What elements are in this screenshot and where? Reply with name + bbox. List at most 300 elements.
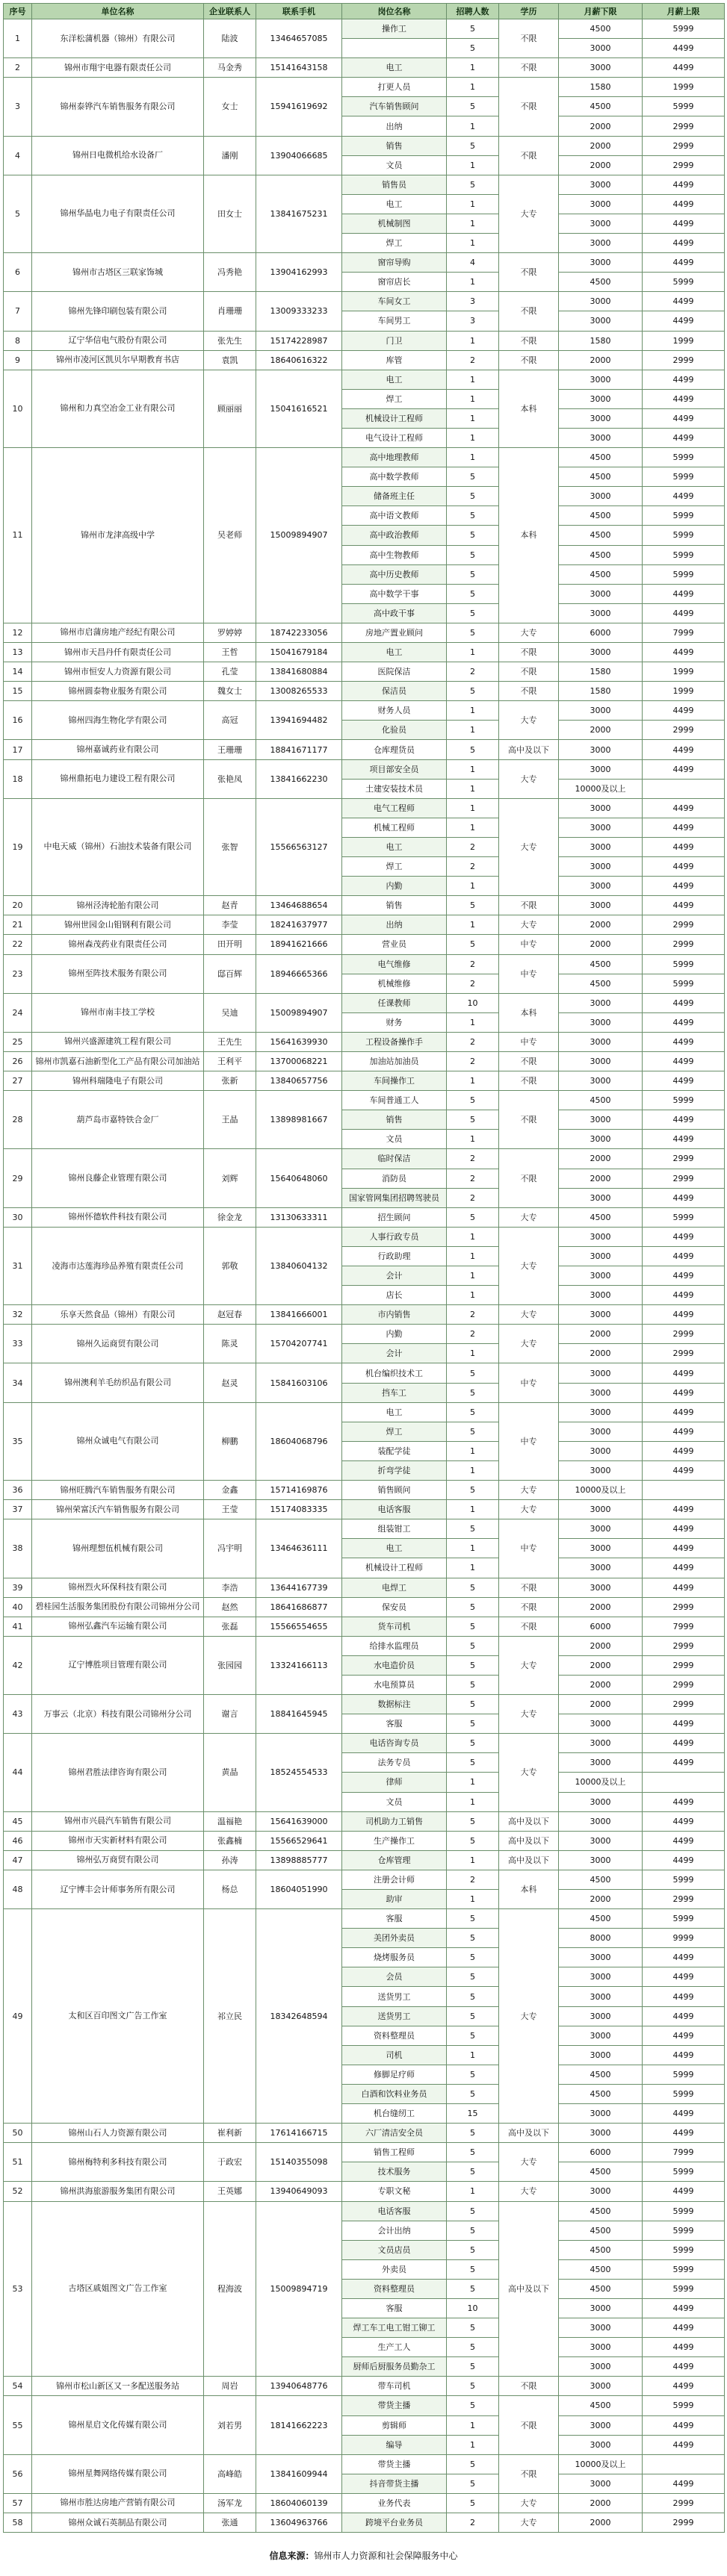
cell-position: 带车司机: [342, 2377, 447, 2396]
cell-salary-max: 4499: [643, 798, 725, 818]
cell-count: 5: [447, 1481, 499, 1500]
cell-salary-min: 2000: [559, 350, 643, 370]
cell-position: 装配学徒: [342, 1441, 447, 1460]
cell-phone: 13904162993: [256, 253, 342, 292]
cell-contact: 陈灵: [204, 1325, 256, 1363]
cell-contact: 赵然: [204, 1597, 256, 1617]
cell-company: 东洋松蒲机器（锦州）有限公司: [32, 19, 204, 58]
cell-salary-max: 4499: [643, 603, 725, 623]
cell-salary-max: 4499: [643, 2474, 725, 2493]
cell-contact: 张通: [204, 2513, 256, 2533]
cell-position: 高中历史教师: [342, 564, 447, 584]
cell-count: 1: [447, 1558, 499, 1578]
cell-salary-min: 2000: [559, 1325, 643, 1344]
cell-salary-max: 4499: [643, 1246, 725, 1266]
cell-phone: 18604068796: [256, 1402, 342, 1480]
cell-contact: 于政宏: [204, 2143, 256, 2182]
cell-count: 1: [447, 155, 499, 175]
footer-source: 锦州市人力资源和社会保障服务中心: [314, 2551, 458, 2561]
cell-salary-min: 4500: [559, 2065, 643, 2084]
cell-company: 锦州旺腾汽车销售服务有限公司: [32, 1481, 204, 1500]
table-row: [4, 643, 725, 662]
cell-position: 焊工: [342, 1422, 447, 1441]
cell-salary-min: 3000: [559, 389, 643, 408]
cell-count: 2: [447, 1325, 499, 1344]
cell-salary-min: 3000: [559, 2026, 643, 2045]
cell-position: 高中政治教师: [342, 526, 447, 545]
cell-salary-min: 3000: [559, 1500, 643, 1519]
cell-phone: 18241637977: [256, 915, 342, 935]
cell-position: 组装钳工: [342, 1519, 447, 1539]
table-row: [4, 896, 725, 915]
recruitment-table: [3, 3, 725, 2533]
cell-phone: 15041616521: [256, 370, 342, 447]
cell-count: 10: [447, 2298, 499, 2318]
cell-salary-max: 5999: [643, 2201, 725, 2221]
cell-education: 中专: [499, 1402, 559, 1480]
cell-company: 锦州科瑞隆电子有限公司: [32, 1071, 204, 1091]
cell-salary-max: 1999: [643, 78, 725, 97]
cell-salary-min: 3000: [559, 1831, 643, 1850]
cell-education: 不限: [499, 1071, 559, 1091]
cell-company: 锦州和力真空冶金工业有限公司: [32, 370, 204, 447]
cell-salary-max: 2999: [643, 155, 725, 175]
table-row: [4, 1617, 725, 1636]
cell-count: 5: [447, 1714, 499, 1734]
cell-position: 会计出纳: [342, 2221, 447, 2240]
cell-salary-min: 4500: [559, 526, 643, 545]
cell-seq: 26: [4, 1051, 32, 1071]
cell-salary-max: 5999: [643, 19, 725, 39]
cell-count: 5: [447, 1695, 499, 1714]
cell-phone: 13464636111: [256, 1519, 342, 1578]
cell-count: 1: [447, 1792, 499, 1811]
cell-salary-max: 4499: [643, 896, 725, 915]
cell-education: 不限: [499, 1051, 559, 1071]
cell-education: 高中及以下: [499, 1850, 559, 1870]
cell-company: 锦州嘉诚药业有限公司: [32, 740, 204, 759]
table-row: [4, 2377, 725, 2396]
cell-count: 1: [447, 234, 499, 253]
cell-position: 跨境平台业务员: [342, 2513, 447, 2533]
cell-salary-min: 3000: [559, 370, 643, 389]
cell-contact: 崔利新: [204, 2124, 256, 2143]
cell-company: 锦州星启文化传媒有限公司: [32, 2396, 204, 2454]
cell-education: 中专: [499, 1519, 559, 1578]
cell-position: 水电预算员: [342, 1675, 447, 1694]
cell-count: 1: [447, 1071, 499, 1091]
cell-salary-min: 3000: [559, 194, 643, 214]
cell-position: 汽车销售顾问: [342, 97, 447, 116]
cell-salary-min: 3000: [559, 1948, 643, 1967]
cell-salary-min: 4500: [559, 564, 643, 584]
cell-seq: 38: [4, 1519, 32, 1578]
cell-count: 2: [447, 662, 499, 682]
cell-count: 5: [447, 1110, 499, 1130]
header-position: 岗位名称: [342, 4, 447, 19]
cell-phone: 18640616322: [256, 350, 342, 370]
cell-salary-min: 3000: [559, 1578, 643, 1597]
cell-salary-max: 2999: [643, 2493, 725, 2513]
cell-salary-max: 5999: [643, 974, 725, 993]
cell-contact: 邸百辉: [204, 954, 256, 993]
table-row: [4, 1091, 725, 1110]
header-count: 招聘人数: [447, 4, 499, 19]
cell-count: 5: [447, 1383, 499, 1402]
cell-company: 锦州星舞网络传媒有限公司: [32, 2454, 204, 2493]
footer-label: 信息来源：: [269, 2551, 315, 2561]
cell-education: 大专: [499, 623, 559, 642]
cell-position: 加油站加油员: [342, 1051, 447, 1071]
cell-education: 不限: [499, 350, 559, 370]
cell-position: 出纳: [342, 915, 447, 935]
cell-salary-max: 5999: [643, 526, 725, 545]
cell-position: 高中生物教师: [342, 545, 447, 564]
cell-salary-max: 4499: [643, 837, 725, 856]
cell-count: 5: [447, 2279, 499, 2298]
cell-phone: 13898885777: [256, 1850, 342, 1870]
cell-education: 高中及以下: [499, 2124, 559, 2143]
cell-position: 电气设计工程师: [342, 428, 447, 447]
cell-position: 销售工程师: [342, 2143, 447, 2162]
cell-count: 1: [447, 1286, 499, 1305]
cell-count: 5: [447, 2201, 499, 2221]
cell-company: 锦州山石人力资源有限公司: [32, 2124, 204, 2143]
cell-position: 水电造价员: [342, 1655, 447, 1675]
cell-count: 5: [447, 2124, 499, 2143]
cell-salary-max: 4499: [643, 759, 725, 779]
table-row: [4, 292, 725, 311]
cell-company: 锦州市启蒲房地产经纪有限公司: [32, 623, 204, 642]
cell-count: 1: [447, 428, 499, 447]
cell-phone: 15714169876: [256, 1481, 342, 1500]
cell-salary-min: 3000: [559, 2045, 643, 2065]
cell-salary-max: 4499: [643, 2182, 725, 2201]
cell-salary-max: 1999: [643, 662, 725, 682]
cell-education: 大专: [499, 798, 559, 895]
cell-salary-max: 5999: [643, 273, 725, 292]
cell-salary-max: 4499: [643, 1305, 725, 1325]
cell-salary-min: 3000: [559, 701, 643, 721]
cell-position: 专职文秘: [342, 2182, 447, 2201]
cell-phone: 13841662230: [256, 759, 342, 798]
cell-education: 中专: [499, 954, 559, 993]
cell-contact: 田女士: [204, 175, 256, 252]
cell-position: 保洁员: [342, 682, 447, 701]
cell-salary-max: 4499: [643, 311, 725, 331]
cell-position: 电气工程师: [342, 798, 447, 818]
cell-position: 电话客服: [342, 1500, 447, 1519]
cell-contact: 赵灵: [204, 1363, 256, 1402]
cell-education: 大专: [499, 2143, 559, 2182]
cell-salary-max: 4499: [643, 2377, 725, 2396]
cell-salary-min: 10000及以上: [559, 2454, 643, 2474]
cell-count: 1: [447, 389, 499, 408]
cell-count: 1: [447, 1890, 499, 1909]
cell-phone: 18604060139: [256, 2493, 342, 2513]
cell-count: 2: [447, 1051, 499, 1071]
cell-position: 市内销售: [342, 1305, 447, 1325]
cell-count: 5: [447, 2084, 499, 2103]
cell-company: 锦州四海生物化学有限公司: [32, 701, 204, 740]
cell-salary-max: 5999: [643, 1091, 725, 1110]
cell-contact: 柳鹏: [204, 1402, 256, 1480]
cell-count: 1: [447, 779, 499, 798]
cell-salary-min: 4500: [559, 2279, 643, 2298]
cell-salary-max: 4499: [643, 1012, 725, 1032]
table-row: [4, 1149, 725, 1169]
cell-count: 1: [447, 1227, 499, 1246]
cell-count: 1: [447, 1266, 499, 1286]
cell-position: 任课教师: [342, 993, 447, 1012]
cell-contact: 孔莹: [204, 662, 256, 682]
cell-seq: 10: [4, 370, 32, 447]
cell-salary-min: 3000: [559, 1051, 643, 1071]
cell-phone: 13940648776: [256, 2377, 342, 2396]
cell-contact: 王英娜: [204, 2182, 256, 2201]
cell-count: 2: [447, 1870, 499, 1889]
cell-phone: 15141643158: [256, 58, 342, 78]
cell-count: 5: [447, 487, 499, 506]
cell-education: 大专: [499, 1695, 559, 1734]
cell-salary-max: 1999: [643, 682, 725, 701]
cell-salary-max: 4499: [643, 370, 725, 389]
cell-position: 司机助力工销售: [342, 1811, 447, 1831]
cell-contact: 郭敬: [204, 1227, 256, 1304]
cell-salary-max: 4499: [643, 2318, 725, 2338]
cell-salary-min: 3000: [559, 1305, 643, 1325]
cell-count: 2: [447, 1149, 499, 1169]
cell-salary-max: 4499: [643, 1811, 725, 1831]
cell-position: 消防员: [342, 1169, 447, 1188]
cell-salary-max: 4499: [643, 818, 725, 837]
cell-education: 大专: [499, 1734, 559, 1811]
cell-position: 外卖员: [342, 2259, 447, 2279]
cell-position: 电气维修: [342, 954, 447, 974]
cell-count: 5: [447, 1091, 499, 1110]
cell-phone: 15009894907: [256, 993, 342, 1032]
cell-seq: 33: [4, 1325, 32, 1363]
cell-position: 焊工: [342, 389, 447, 408]
cell-position: 送货男工: [342, 1987, 447, 2006]
cell-count: 5: [447, 526, 499, 545]
cell-salary-min: 3000: [559, 877, 643, 896]
cell-company: 古塔区戚姐图文广告工作室: [32, 2201, 204, 2377]
cell-salary-min: 2000: [559, 1890, 643, 1909]
cell-seq: 44: [4, 1734, 32, 1811]
cell-position: 机械维修: [342, 974, 447, 993]
cell-position: 注册会计师: [342, 1870, 447, 1889]
cell-education: 中专: [499, 935, 559, 954]
cell-salary-min: 3000: [559, 1402, 643, 1422]
cell-count: 5: [447, 2493, 499, 2513]
cell-contact: 高冠: [204, 701, 256, 740]
cell-salary-min: 3000: [559, 1753, 643, 1773]
table-row: [4, 1597, 725, 1617]
cell-phone: 15566554655: [256, 1617, 342, 1636]
cell-count: 5: [447, 1597, 499, 1617]
cell-salary-min: 2000: [559, 1149, 643, 1169]
cell-count: 1: [447, 818, 499, 837]
cell-salary-max: 5999: [643, 467, 725, 487]
cell-salary-max: 4499: [643, 857, 725, 877]
cell-contact: 张先生: [204, 331, 256, 350]
cell-salary-max: 4499: [643, 253, 725, 273]
cell-count: 1: [447, 194, 499, 214]
cell-seq: 58: [4, 2513, 32, 2533]
cell-salary-max: 2999: [643, 116, 725, 136]
cell-company: 辽宁华信电气股份有限公司: [32, 331, 204, 350]
cell-salary-max: 4499: [643, 39, 725, 58]
cell-salary-min: 3000: [559, 234, 643, 253]
cell-position: 车间男工: [342, 311, 447, 331]
cell-contact: 顾丽丽: [204, 370, 256, 447]
cell-count: 1: [447, 1130, 499, 1149]
cell-phone: 13840604132: [256, 1227, 342, 1304]
header-seq: 序号: [4, 4, 32, 19]
cell-seq: 36: [4, 1481, 32, 1500]
cell-position: 库管: [342, 350, 447, 370]
cell-position: 出纳: [342, 116, 447, 136]
cell-phone: 18342648594: [256, 1909, 342, 2124]
cell-count: 1: [447, 1500, 499, 1519]
cell-phone: 15641639930: [256, 1032, 342, 1051]
cell-salary-max: 5999: [643, 1909, 725, 1929]
cell-phone: 15566563127: [256, 798, 342, 895]
cell-salary-max: 4499: [643, 1227, 725, 1246]
cell-education: 不限: [499, 643, 559, 662]
cell-position: 机械制图: [342, 214, 447, 233]
cell-salary-min: 4500: [559, 1091, 643, 1110]
cell-salary-min: 4500: [559, 2396, 643, 2415]
cell-count: 2: [447, 974, 499, 993]
cell-company: 锦州荣富沃汽车销售服务有限公司: [32, 1500, 204, 1519]
cell-salary-min: 3000: [559, 1246, 643, 1266]
cell-salary-max: 4499: [643, 58, 725, 78]
cell-salary-max: 4499: [643, 1130, 725, 1149]
cell-seq: 23: [4, 954, 32, 993]
cell-seq: 32: [4, 1305, 32, 1325]
cell-salary-max: 4499: [643, 487, 725, 506]
cell-position: 会员: [342, 1967, 447, 1987]
cell-count: 5: [447, 2143, 499, 2162]
cell-position: 土建安装技术员: [342, 779, 447, 798]
cell-salary-max: 7999: [643, 1617, 725, 1636]
cell-count: 1: [447, 1344, 499, 1363]
table-row: [4, 1578, 725, 1597]
cell-seq: 51: [4, 2143, 32, 2182]
cell-education: 不限: [499, 1578, 559, 1597]
cell-salary-min: 3000: [559, 1130, 643, 1149]
cell-count: 5: [447, 1636, 499, 1655]
cell-education: 大专: [499, 175, 559, 252]
cell-salary-min: 3000: [559, 2006, 643, 2026]
cell-contact: 马金秀: [204, 58, 256, 78]
cell-company: 锦州泰铧汽车销售服务有限公司: [32, 78, 204, 136]
cell-education: 不限: [499, 331, 559, 350]
cell-count: 5: [447, 2338, 499, 2357]
cell-salary-max: 4499: [643, 2026, 725, 2045]
cell-count: 5: [447, 682, 499, 701]
cell-salary-min: 3000: [559, 1967, 643, 1987]
cell-contact: 张磊: [204, 1617, 256, 1636]
cell-education: 大专: [499, 1481, 559, 1500]
cell-contact: 张智: [204, 798, 256, 895]
cell-phone: 15009894907: [256, 448, 342, 623]
cell-company: 锦州日电微机给水设备厂: [32, 136, 204, 175]
cell-seq: 56: [4, 2454, 32, 2493]
cell-position: 送货男工: [342, 2006, 447, 2026]
cell-position: 房地产置业顾问: [342, 623, 447, 642]
cell-contact: 张鑫楠: [204, 1831, 256, 1850]
cell-seq: 45: [4, 1811, 32, 1831]
table-row: [4, 915, 725, 935]
cell-contact: 张新: [204, 1071, 256, 1091]
cell-salary-min: 3000: [559, 2474, 643, 2493]
cell-position: 会计: [342, 1344, 447, 1363]
cell-salary-min: 2000: [559, 935, 643, 954]
cell-phone: 18742233056: [256, 623, 342, 642]
cell-salary-min: 4500: [559, 1207, 643, 1227]
cell-salary-max: 2999: [643, 1890, 725, 1909]
cell-salary-min: 3000: [559, 1383, 643, 1402]
cell-education: 不限: [499, 1617, 559, 1636]
cell-seq: 13: [4, 643, 32, 662]
cell-salary-min: 2000: [559, 2493, 643, 2513]
cell-count: 5: [447, 1734, 499, 1753]
cell-phone: 15640648060: [256, 1149, 342, 1207]
cell-count: 5: [447, 1578, 499, 1597]
cell-position: 文员: [342, 1130, 447, 1149]
cell-contact: 李莹: [204, 915, 256, 935]
cell-count: 5: [447, 1422, 499, 1441]
cell-contact: 张艳凤: [204, 759, 256, 798]
cell-count: 1: [447, 1246, 499, 1266]
cell-phone: 13940649093: [256, 2182, 342, 2201]
cell-position: 电工: [342, 1402, 447, 1422]
cell-company: 锦州先锋印刷包装有限公司: [32, 292, 204, 331]
cell-count: 5: [447, 1948, 499, 1967]
cell-salary-min: 3000: [559, 643, 643, 662]
cell-education: 不限: [499, 292, 559, 331]
cell-count: 5: [447, 2065, 499, 2084]
cell-salary-min: 3000: [559, 1811, 643, 1831]
table-row: [4, 1909, 725, 1929]
cell-position: 项目部安全员: [342, 759, 447, 779]
cell-salary-min: 3000: [559, 759, 643, 779]
cell-salary-max: 4499: [643, 2415, 725, 2435]
cell-count: 2: [447, 2513, 499, 2533]
cell-salary-max: 5999: [643, 2084, 725, 2103]
cell-company: 锦州森茂药业有限责任公司: [32, 935, 204, 954]
cell-salary-min: 3000: [559, 1460, 643, 1480]
cell-count: 2: [447, 837, 499, 856]
cell-position: 六厂清洁安全员: [342, 2124, 447, 2143]
table-row: [4, 1695, 725, 1714]
cell-position: [342, 39, 447, 58]
cell-education: 大专: [499, 2513, 559, 2533]
cell-phone: 18941621666: [256, 935, 342, 954]
cell-contact: 徐金龙: [204, 1207, 256, 1227]
cell-count: 5: [447, 1811, 499, 1831]
cell-salary-min: 3000: [559, 1188, 643, 1207]
cell-count: 2: [447, 857, 499, 877]
cell-position: 厨师后厨服务员勤杂工: [342, 2357, 447, 2377]
cell-education: 不限: [499, 1091, 559, 1149]
cell-position: 剪辑师: [342, 2415, 447, 2435]
cell-contact: 高峰皓: [204, 2454, 256, 2493]
cell-salary-min: 3000: [559, 408, 643, 428]
